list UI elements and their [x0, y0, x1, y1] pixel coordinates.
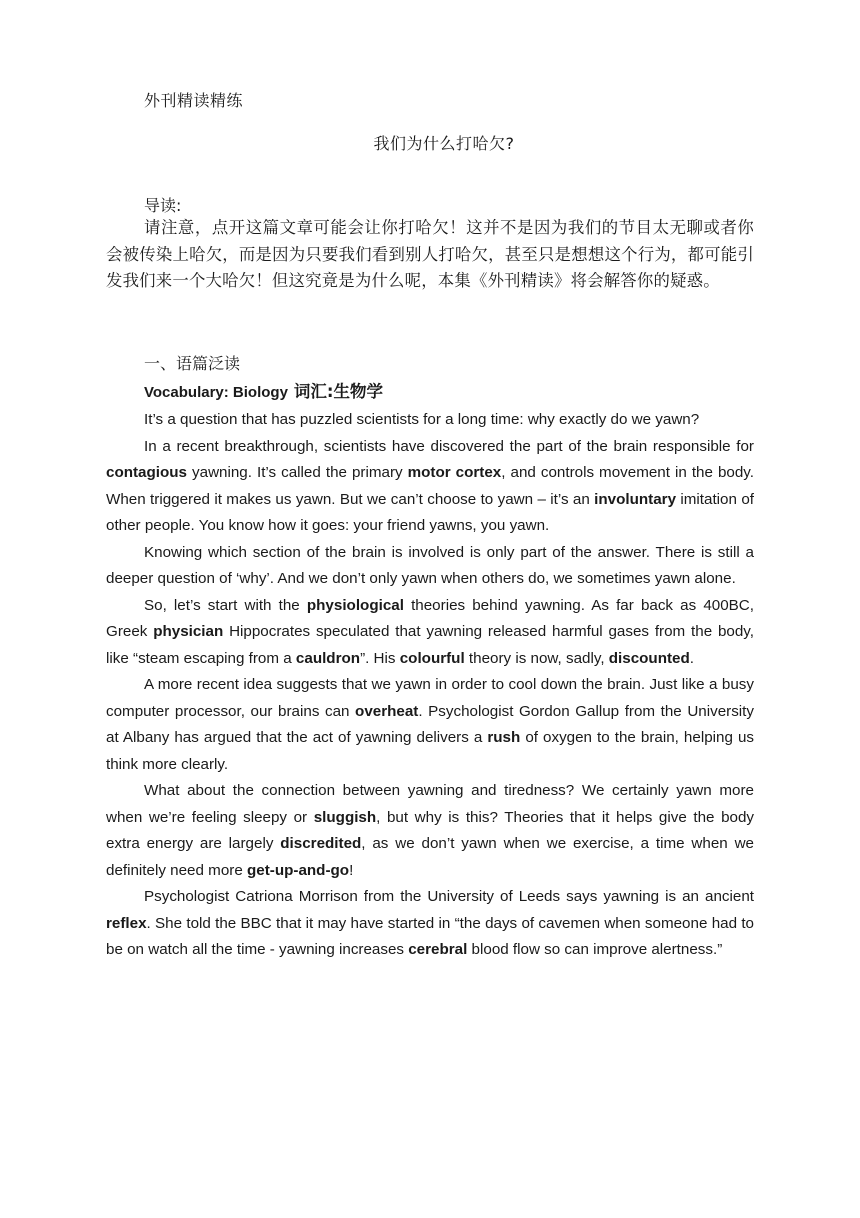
paragraph-text: imitation of other people. You know how it goes: your friend yawns, you yawn.: [106, 490, 754, 534]
paragraph-text: blood flow so can improve alertness.”: [467, 941, 723, 958]
vocabulary-term: contagious: [106, 464, 188, 481]
article-paragraph: [106, 434, 754, 540]
paragraph-text: . Psychologist Gordon Gallup from the University at Albany has argued that the act of yawning delivers a: [106, 702, 754, 746]
paragraph-text: A more recent idea suggests that we yawn in order to cool down the brain. Just like a busy computer processor, our brains can: [106, 676, 754, 720]
vocabulary-term: reflex: [106, 914, 147, 932]
paragraph-text: In a recent breakthrough, scientists have discovered the part of the brain responsible for: [144, 437, 754, 455]
vocabulary-term: sluggish: [313, 808, 377, 826]
vocabulary-term: cerebral: [408, 941, 468, 958]
article-paragraph: [106, 672, 754, 778]
paragraph-text: , and controls movement in the body. When triggered it makes us yawn. But we can’t choose to yawn – it’s an: [106, 464, 754, 508]
paragraph-text: It’s a question that has puzzled scientists for a long time: why exactly do we yawn?: [144, 411, 700, 428]
vocabulary-heading: [144, 378, 383, 402]
vocabulary-term: overheat: [355, 702, 419, 720]
vocabulary-heading-en: Vocabulary: Biology: [144, 384, 288, 401]
article-body: [106, 407, 754, 964]
section-heading: 一、语篇泛读: [144, 354, 241, 373]
paragraph-text: Psychologist Catriona Morrison from the University of Leeds says yawning is an ancient: [144, 888, 754, 905]
vocabulary-term: physiological: [306, 596, 404, 614]
paragraph-text: yawning. It’s called the primary: [187, 464, 408, 481]
series-title: 外刊精读精练: [144, 91, 244, 110]
paragraph-text: , as we don’t yawn when we exercise, a time when we definitely need more: [106, 835, 754, 879]
article-paragraph: [106, 407, 754, 434]
paragraph-text: So, let’s start with the: [144, 596, 307, 614]
article-paragraph: [106, 593, 754, 673]
vocabulary-term: colourful: [399, 649, 465, 667]
intro-body: 请注意，点开这篇文章可能会让你打哈欠！这并不是因为我们的节目太无聊或者你会被传染上哈欠，而是因为只要我们看到别人打哈欠，甚至只是想想这个行为，都可能引发我们来一个大哈欠！但这究竟是为什么呢，本集《外刊精读》将会解答你的疑惑。: [106, 218, 754, 290]
paragraph-text: ”. His: [360, 649, 400, 667]
article-paragraph: [106, 778, 754, 884]
vocabulary-term: cauldron: [295, 649, 361, 667]
vocabulary-term: get-up-and-go: [247, 861, 350, 879]
paragraph-text: , but why is this? Theories that it helps give the body extra energy are largely: [106, 808, 755, 852]
paragraph-text: Knowing which section of the brain is involved is only part of the answer. There is still a deeper question of ‘why’. And we don’t only yawn when others do, we sometimes yawn alone.: [106, 543, 754, 587]
paragraph-text: theory is now, sadly,: [464, 649, 609, 667]
vocabulary-term: motor cortex: [407, 464, 502, 481]
paragraph-text: . She told the BBC that it may have started in “the days of cavemen when someone had to be on watch all the time - yawning increases: [106, 914, 754, 958]
vocabulary-term: discounted: [608, 649, 690, 667]
paragraph-text: Hippocrates speculated that yawning released harmful gases from the body, like “steam escaping from a: [106, 623, 754, 667]
vocabulary-heading-zh: 词汇:生物学: [293, 382, 384, 401]
vocabulary-term: physician: [153, 623, 224, 640]
vocabulary-term: rush: [487, 729, 521, 746]
paragraph-text: !: [349, 861, 354, 879]
paragraph-text: What about the connection between yawning and tiredness? We certainly yawn more when we’re feeling sleepy or: [106, 782, 754, 826]
paragraph-text: theories behind yawning. As far back as 400BC, Greek: [106, 596, 754, 640]
intro-heading: 导读:: [144, 196, 182, 215]
article-paragraph: [106, 540, 754, 593]
paragraph-text: .: [689, 649, 695, 667]
article-paragraph: [106, 884, 754, 964]
article-title: 我们为什么打哈欠?: [373, 134, 515, 153]
vocabulary-term: involuntary: [594, 490, 677, 508]
vocabulary-term: discredited: [280, 835, 362, 852]
paragraph-text: of oxygen to the brain, helping us think more clearly.: [106, 729, 754, 773]
